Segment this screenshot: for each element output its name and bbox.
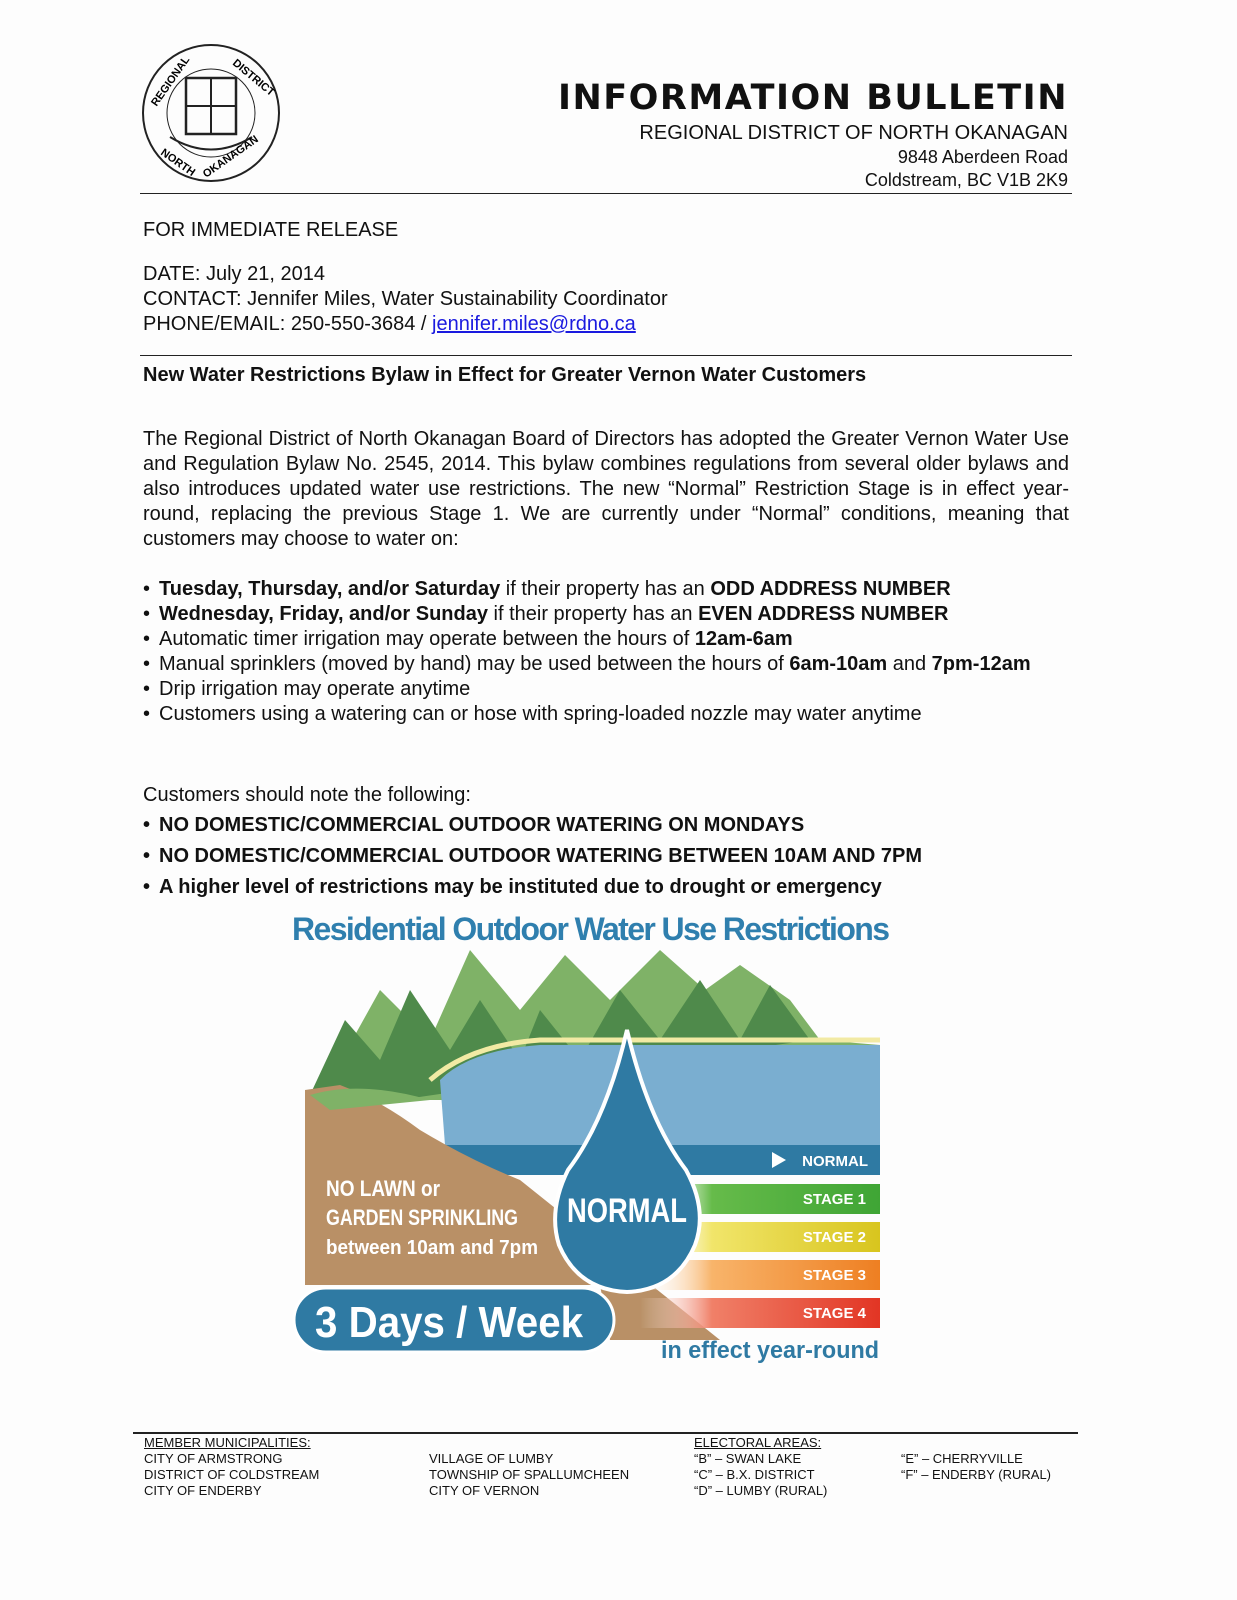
list-item: • NO DOMESTIC/COMMERCIAL OUTDOOR WATERING BETWEEN 10AM AND 7PM <box>143 841 922 872</box>
infographic-title: Residential Outdoor Water Use Restrictions <box>292 911 890 947</box>
list-item: • Drip irrigation may operate anytime <box>143 677 1073 702</box>
headline: New Water Restrictions Bylaw in Effect for Greater Vernon Water Customers <box>143 364 867 386</box>
member: VILLAGE OF LUMBY <box>429 1451 554 1466</box>
svg-text:NORTH: NORTH <box>158 146 198 179</box>
stage-normal: NORMAL <box>802 1153 868 1170</box>
address-line-2: Coldstream, BC V1B 2K9 <box>864 170 1068 190</box>
list-item: • NO DOMESTIC/COMMERCIAL OUTDOOR WATERING ON MONDAYS <box>143 810 922 841</box>
stage-2: STAGE 2 <box>802 1229 866 1246</box>
footer-rule <box>133 1432 1078 1434</box>
member: CITY OF VERNON <box>429 1483 540 1498</box>
member: CITY OF ARMSTRONG <box>144 1451 283 1466</box>
list-item: • A higher level of restrictions may be instituted due to drought or emergency <box>143 872 922 903</box>
area: “C” – B.X. DISTRICT <box>694 1467 815 1482</box>
stage-4: STAGE 4 <box>802 1305 866 1322</box>
list-item: • Manual sprinklers (moved by hand) may be used between the hours of 6am-10am and 7pm-12am <box>143 652 1073 677</box>
stage-3: STAGE 3 <box>802 1267 866 1284</box>
svg-text:OKANAGAN: OKANAGAN <box>200 133 261 181</box>
intro-paragraph: The Regional District of North Okanagan Board of Directors has adopted the Greater Vernon Water Use and Regulation Bylaw No. 2545, 2014. This bylaw combines regulations from several older bylaws and also introduces updated water use restrictions. The new “Normal” Restriction Stage is in effect year-round, replacing the previous Stage 1. We are currently under “Normal” conditions, meaning that customers may choose to water on: <box>143 428 1069 550</box>
member: DISTRICT OF COLDSTREAM <box>144 1467 320 1482</box>
area: “E” – CHERRYVILLE <box>901 1451 1023 1466</box>
members-heading: MEMBER MUNICIPALITIES: <box>144 1435 311 1450</box>
electoral-areas-col2 <box>901 1451 1051 1483</box>
area: “D” – LUMBY (RURAL) <box>694 1483 828 1498</box>
list-item: • Wednesday, Friday, and/or Sunday if their property has an EVEN ADDRESS NUMBER <box>143 602 1073 627</box>
electoral-areas <box>694 1435 827 1499</box>
year-round-label: in effect year-round <box>661 1337 879 1364</box>
area: “F” – ENDERBY (RURAL) <box>901 1467 1052 1482</box>
note-intro: Customers should note the following: <box>143 784 471 806</box>
svg-text:REGIONAL: REGIONAL <box>149 54 193 109</box>
no-lawn-line-2: GARDEN SPRINKLING <box>326 1205 518 1230</box>
bulletin-title: INFORMATION BULLETIN <box>557 78 1068 118</box>
email-link[interactable]: jennifer.miles@rdno.ca <box>432 313 636 335</box>
release-label: FOR IMMEDIATE RELEASE <box>143 219 399 241</box>
stage-1: STAGE 1 <box>802 1191 866 1208</box>
no-lawn-line-1: NO LAWN or <box>326 1176 441 1201</box>
member: TOWNSHIP OF SPALLUMCHEEN <box>429 1467 630 1482</box>
org-name: REGIONAL DISTRICT OF NORTH OKANAGAN <box>639 122 1068 144</box>
no-lawn-line-3: between 10am and 7pm <box>326 1237 538 1259</box>
list-item: • Automatic timer irrigation may operate between the hours of 12am-6am <box>143 627 1073 652</box>
date-line: DATE: July 21, 2014 <box>143 263 325 285</box>
contact-line: CONTACT: Jennifer Miles, Water Sustainability Coordinator <box>143 288 668 310</box>
svg-text:DISTRICT: DISTRICT <box>230 57 277 99</box>
days-per-week: 3 Days / Week <box>315 1298 584 1347</box>
address-line-1: 9848 Aberdeen Road <box>897 147 1068 167</box>
areas-heading: ELECTORAL AREAS: <box>694 1435 822 1450</box>
area: “B” – SWAN LAKE <box>694 1451 802 1466</box>
list-item: • Tuesday, Thursday, and/or Saturday if their property has an ODD ADDRESS NUMBER <box>143 577 1073 602</box>
member-municipalities <box>144 1435 319 1499</box>
member-municipalities-col2 <box>429 1451 629 1499</box>
drop-label: NORMAL <box>567 1192 687 1230</box>
member: CITY OF ENDERBY <box>144 1483 262 1498</box>
phone-label: PHONE/EMAIL: 250-550-3684 / <box>143 313 433 335</box>
list-item: • Customers using a watering can or hose with spring-loaded nozzle may water anytime <box>143 702 1073 727</box>
